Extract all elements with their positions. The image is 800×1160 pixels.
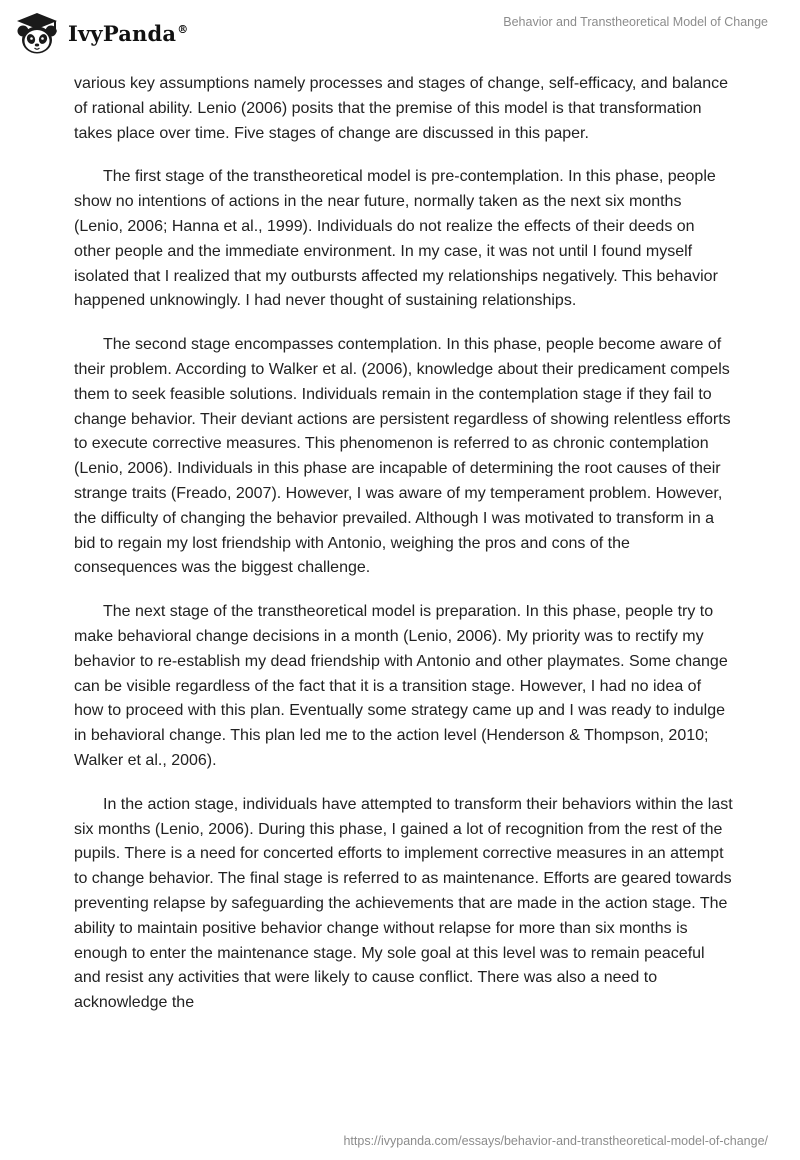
paragraph-preparation: The next stage of the transtheoretical model is preparation. In this phase, people try to make behavioral change decisions in a month (Lenio, 2006). My priority was to rectify my behavior to re-establish my dead friendship with Antonio and other playmates. Some change can be visible regardless of the fact that it is a transition stage. However, I had no idea of how to proceed with this plan. Eventually some strategy came up and I was ready to indulge in behavioral change. This plan led me to the action level (Henderson & Thompson, 2010; Walker et al., 2006). xyxy=(74,603,728,769)
registered-mark: ® xyxy=(177,22,189,36)
paragraph-contemplation: The second stage encompasses contemplation. In this phase, people become aware of their problem. According to Walker et al. (2006), knowledge about their predicament compels them to seek feasible solutions. Individuals remain in the contemplation stage if they fail to change behavior. Their deviant actions are persistent regardless of showing relentless efforts to execute corrective measures. This phenomenon is referred to as chronic contemplation (Lenio, 2006). Individuals in this phase are incapable of determining the root causes of their strange traits (Freado, 2007). However, I was aware of my temperament problem. However, the difficulty of changing the behavior prevailed. Although I was motivated to transform in a bid to regain my lost friendship with Antonio, weighing the pros and cons of the consequences was the biggest challenge. xyxy=(74,336,731,577)
paragraph-continuation: various key assumptions namely processes and stages of change, self-efficacy, and balance of rational ability. Lenio (2006) posits that the premise of this model is that transformation takes place over time. Five stages of change are discussed in this paper. xyxy=(74,75,728,142)
source-url-link[interactable]: https://ivypanda.com/essays/behavior-and-transtheoretical-model-of-change/ xyxy=(343,1134,768,1148)
document-title: Behavior and Transtheoretical Model of Change xyxy=(503,15,768,29)
ivypanda-logo[interactable] xyxy=(14,10,188,56)
page-header xyxy=(0,0,800,64)
paragraph-action: In the action stage, individuals have attempted to transform their behaviors within the last six months (Lenio, 2006). During this phase, I gained a lot of recognition from the rest of the pupils. There is a need for concerted efforts to implement corrective measures in an attempt to change behavior. The final stage is referred to as maintenance. Efforts are geared towards preventing relapse by safeguarding the achievements that are made in the action stage. The ability to maintain positive behavior change without relapse for more than six months is enough to enter the maintenance stage. My sole goal at this level was to remain peaceful and resist any activities that were likely to cause conflict. There was also a need to acknowledge the xyxy=(74,795,733,1012)
essay-body xyxy=(74,72,734,1035)
panda-graduate-icon xyxy=(14,10,60,56)
brand-name: IvyPanda® xyxy=(68,20,189,46)
paragraph-precontemplation: The first stage of the transtheoretical model is pre-contemplation. In this phase, people show no intentions of actions in the near future, normally taken as the next six months (Lenio, 2006; Hanna et al., 1999). Individuals do not realize the effects of their deeds on other people and the immediate environment. In my case, it was not until I found myself isolated that I realized that my outbursts affected my relationships negatively. This behavior happened unknowingly. I had never thought of sustaining relationships. xyxy=(74,168,718,310)
